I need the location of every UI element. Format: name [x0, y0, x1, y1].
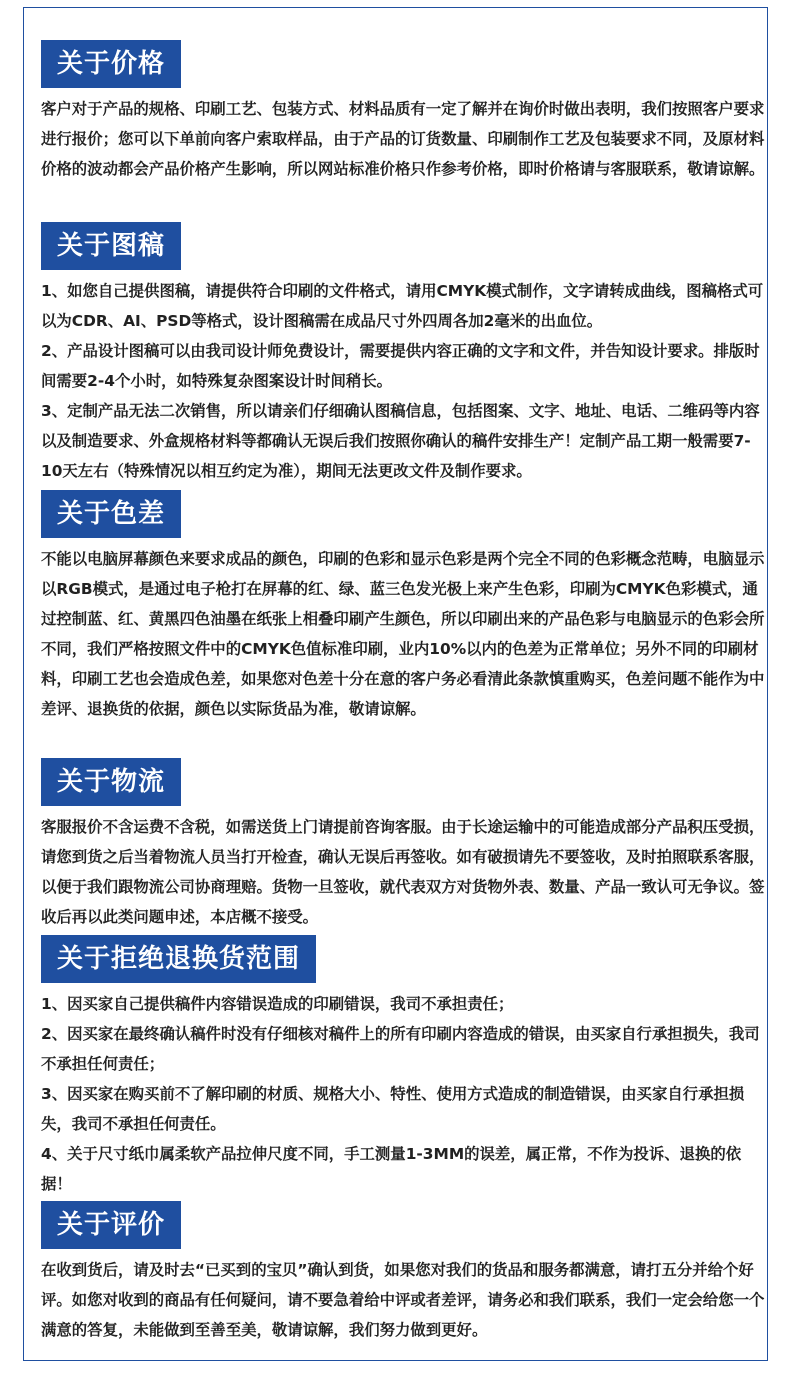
section-paragraph: 3、因买家在购买前不了解印刷的材质、规格大小、特性、使用方式造成的制造错误，由买家自行承担损失，我司不承担任何责任。 [41, 1085, 745, 1133]
section-logistics [41, 758, 769, 932]
section-paragraph: 3、定制产品无法二次销售，所以请亲们仔细确认图稿信息，包括图案、文字、地址、电话、二维码等内容以及制造要求、外盒规格材料等都确认无误后我们按照你确认的稿件安排生产！定制产品工期一般需要7-10天左右（特殊情况以相互约定为准），期间无法更改文件及制作要求。 [41, 402, 760, 480]
section-title: 关于拒绝退换货范围 [41, 935, 316, 983]
section-paragraph: 1、如您自己提供图稿，请提供符合印刷的文件格式，请用CMYK模式制作，文字请转成曲线，图稿格式可以为CDR、AI、PSD等格式，设计图稿需在成品尺寸外四周各加2毫米的出血位。 [41, 282, 764, 330]
section-paragraph: 1、因买家自己提供稿件内容错误造成的印刷错误，我司不承担责任； [41, 995, 514, 1013]
section-title: 关于图稿 [41, 222, 181, 270]
section-reviews [41, 1201, 769, 1345]
section-no-return-scope [41, 935, 769, 1199]
section-paragraph: 2、因买家在最终确认稿件时没有仔细核对稿件上的所有印刷内容造成的错误，由买家自行承担损失，我司不承担任何责任； [41, 1025, 760, 1073]
section-paragraph: 客服报价不含运费不含税，如需送货上门请提前咨询客服。由于长途运输中的可能造成部分产品积压受损，请您到货之后当着物流人员当打开检查，确认无误后再签收。如有破损请先不要签收，及时拍照联系客服，以便于我们跟物流公司协商理赔。货物一旦签收，就代表双方对货物外表、数量、产品一致认可无争议。签收后再以此类问题申述，本店概不接受。 [41, 818, 765, 926]
section-paragraph: 在收到货后，请及时去“已买到的宝贝”确认到货，如果您对我们的货品和服务都满意，请打五分并给个好评。如您对收到的商品有任何疑问，请不要急着给中评或者差评，请务必和我们联系，我们一定会给您一个满意的答复，未能做到至善至美，敬请谅解，我们努力做到更好。 [41, 1261, 765, 1339]
section-paragraph: 4、关于尺寸纸巾属柔软产品拉伸尺度不同，手工测量1-3MM的误差，属正常，不作为投诉、退换的依据！ [41, 1145, 742, 1193]
section-title: 关于色差 [41, 490, 181, 538]
section-title: 关于价格 [41, 40, 181, 88]
section-paragraph: 2、产品设计图稿可以由我司设计师免费设计，需要提供内容正确的文字和文件，并告知设计要求。排版时间需要2-4个小时，如特殊复杂图案设计时间稍长。 [41, 342, 760, 390]
section-title: 关于物流 [41, 758, 181, 806]
section-paragraph: 不能以电脑屏幕颜色来要求成品的颜色，印刷的色彩和显示色彩是两个完全不同的色彩概念范畴，电脑显示以RGB模式，是通过电子枪打在屏幕的红、绿、蓝三色发光极上来产生色彩，印刷为CMYK色彩模式，通过控制蓝、红、黄黑四色油墨在纸张上相叠印刷产生颜色，所以印刷出来的产品色彩与电脑显示的色彩会所不同，我们严格按照文件中的CMYK色值标准印刷，业内10%以内的色差为正常单位；另外不同的印刷材料，印刷工艺也会造成色差，如果您对色差十分在意的客户务必看清此条款慎重购买，色差问题不能作为中差评、退换货的依据，颜色以实际货品为准，敬请谅解。 [41, 550, 765, 718]
section-color-difference [41, 490, 769, 724]
section-artwork [41, 222, 769, 486]
section-title: 关于评价 [41, 1201, 181, 1249]
section-paragraph: 客户对于产品的规格、印刷工艺、包装方式、材料品质有一定了解并在询价时做出表明，我们按照客户要求进行报价；您可以下单前向客户索取样品，由于产品的订货数量、印刷制作工艺及包装要求不同，及原材料价格的波动都会产品价格产生影响，所以网站标准价格只作参考价格，即时价格请与客服联系，敬请谅解。 [41, 100, 765, 178]
section-pricing [41, 40, 769, 184]
